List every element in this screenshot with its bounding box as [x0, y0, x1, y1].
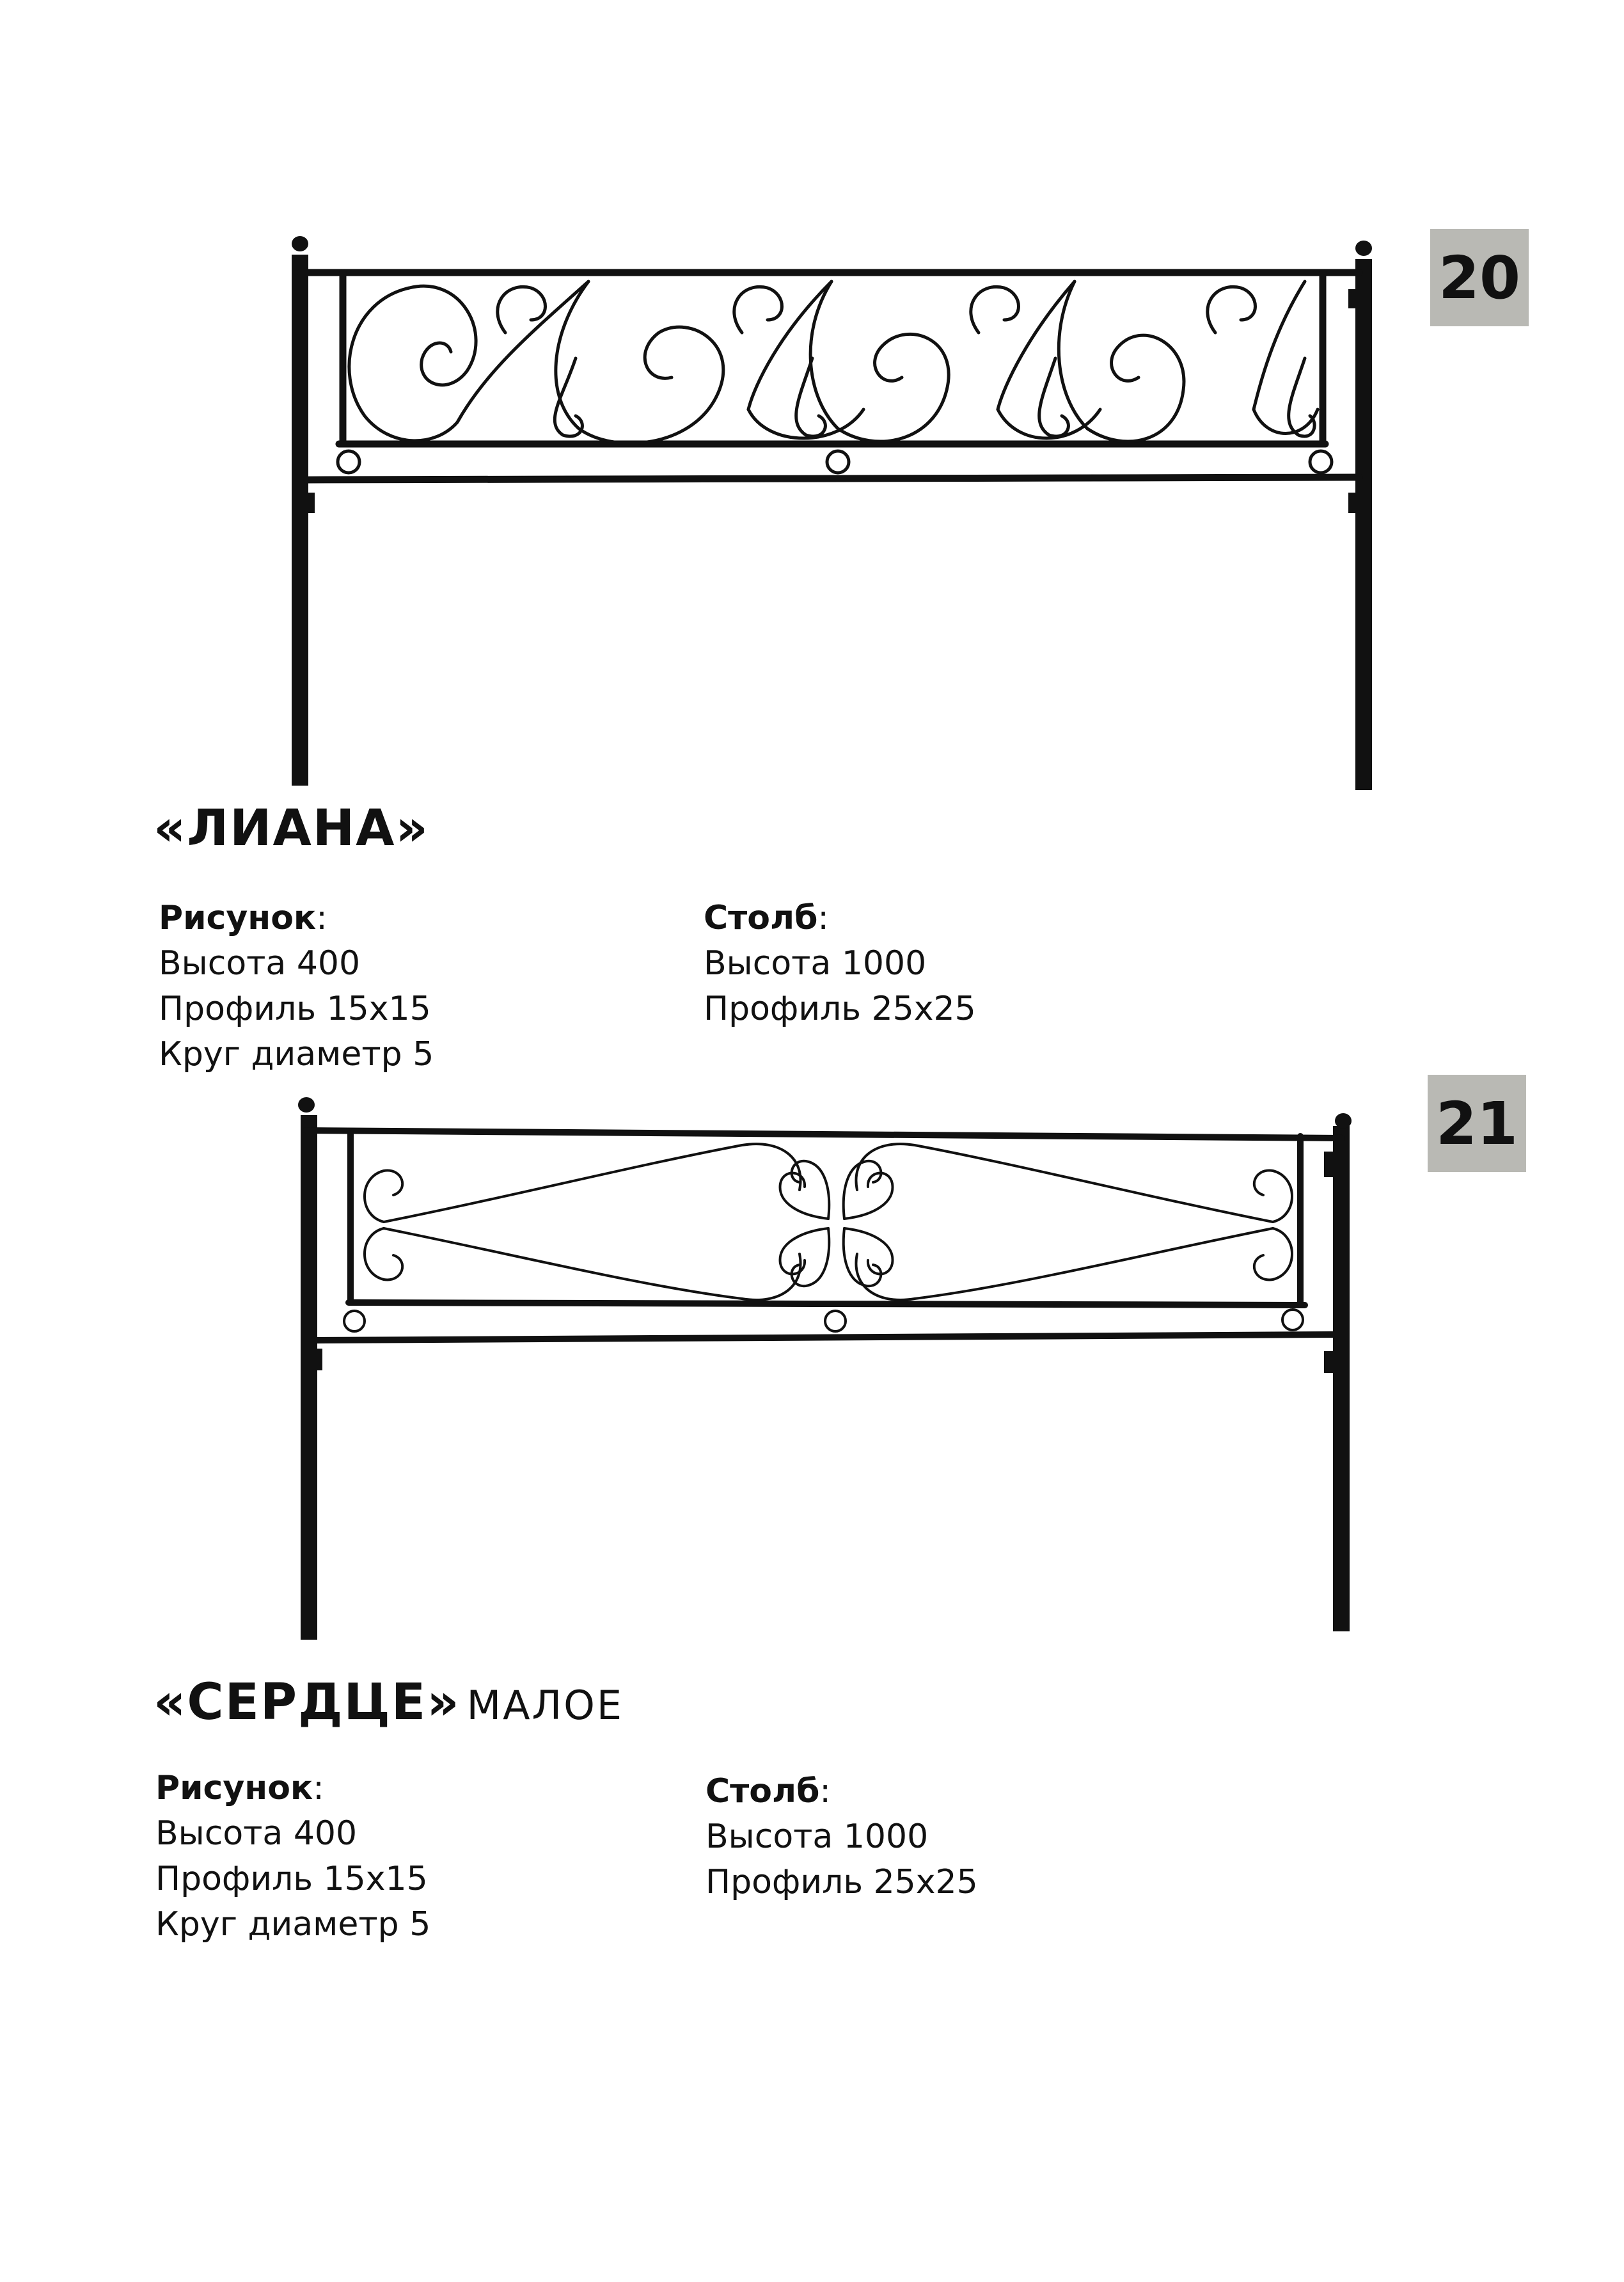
product-title — [154, 1674, 624, 1731]
item-number-badge: 20 — [1430, 229, 1529, 326]
spec-line: Круг диаметр 5 — [159, 1035, 434, 1074]
spec-heading: Столб — [704, 899, 818, 937]
fence-serdtse-illustration — [0, 1062, 1624, 1670]
spec-line: Профиль 25х25 — [706, 1863, 978, 1901]
spec-heading: Рисунок — [159, 899, 317, 937]
spec-line: Профиль 15х15 — [155, 1860, 428, 1898]
product-title — [154, 800, 436, 857]
spec-line: Профиль 25х25 — [704, 990, 976, 1028]
spec-line: Высота 1000 — [706, 1818, 929, 1856]
spec-line: Высота 1000 — [704, 944, 927, 983]
product-title-suffix: МАЛОЕ — [466, 1682, 624, 1729]
post-spec: Столб: Высота 1000 Профиль 25х25 — [704, 896, 976, 1032]
pattern-spec: Рисунок: Высота 400 Профиль 15х15 Круг диаметр 5 — [159, 896, 434, 1077]
post-spec: Столб: Высота 1000 Профиль 25х25 — [706, 1769, 978, 1905]
spec-line: Профиль 15х15 — [159, 990, 431, 1028]
spec-line: Круг диаметр 5 — [155, 1905, 431, 1944]
spec-heading: Рисунок — [155, 1769, 313, 1807]
item-number-badge: 21 — [1428, 1075, 1526, 1172]
spec-line: Высота 400 — [159, 944, 361, 983]
pattern-spec: Рисунок: Высота 400 Профиль 15х15 Круг диаметр 5 — [155, 1766, 430, 1947]
product-title-main: «ЛИАНА» — [154, 800, 429, 857]
fence-liana-illustration — [0, 0, 1624, 832]
spec-heading: Столб — [706, 1772, 820, 1811]
spec-line: Высота 400 — [155, 1814, 358, 1853]
product-title-main: «СЕРДЦЕ» — [154, 1674, 461, 1731]
